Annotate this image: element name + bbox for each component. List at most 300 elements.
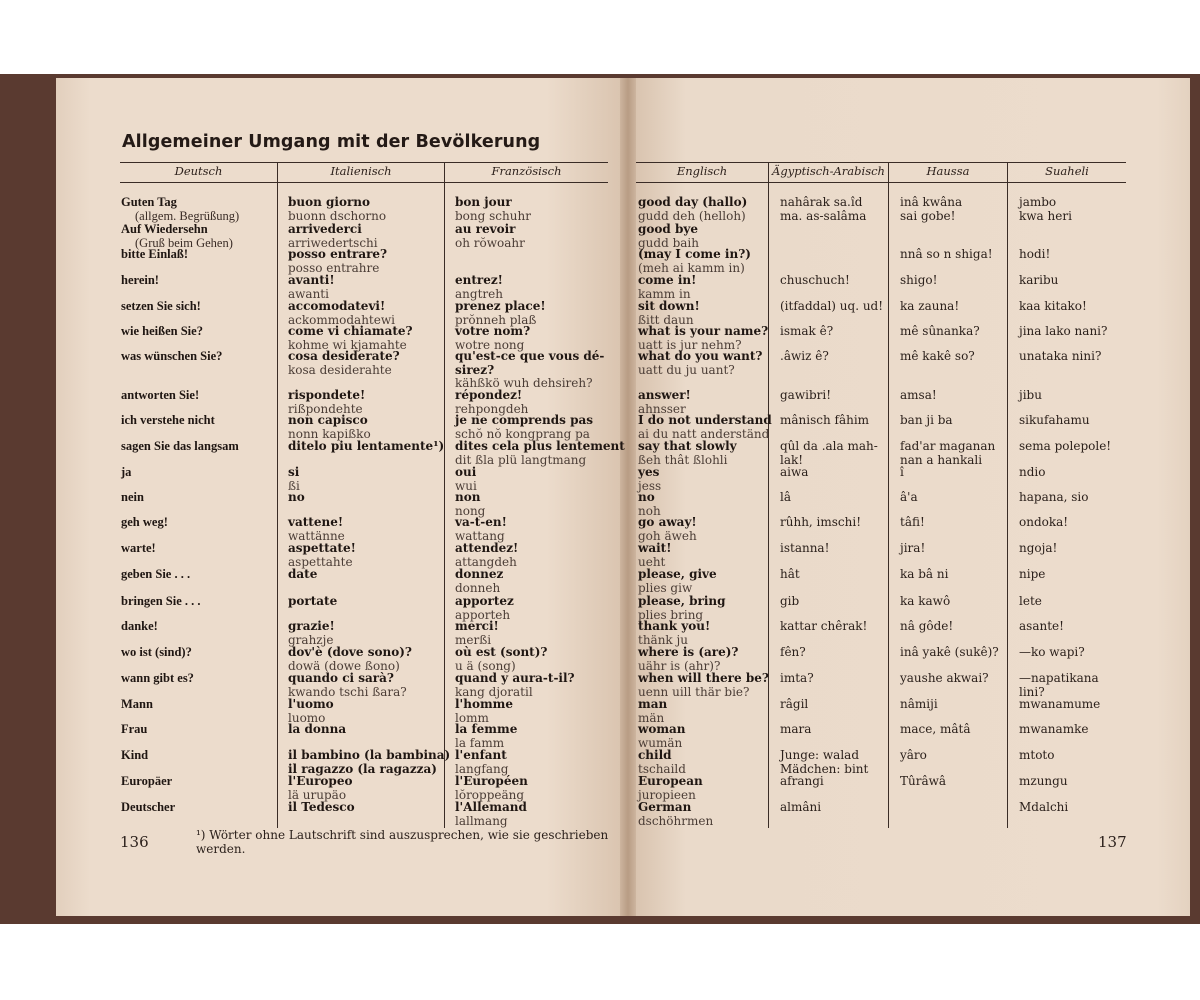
en-cell xyxy=(638,440,737,467)
ar-line: ma. as-salâma xyxy=(780,208,867,223)
fr-line: au revoir xyxy=(455,222,516,236)
col-head-italienisch: Italienisch xyxy=(330,164,392,178)
sw-line: sikufahamu xyxy=(1019,413,1090,427)
sw-line: mwanamke xyxy=(1019,722,1089,736)
ar-cell xyxy=(780,389,831,403)
en-cell xyxy=(638,516,697,543)
fr-line: sirez? xyxy=(455,362,495,377)
ar-cell xyxy=(780,542,829,556)
ha-line: â'a xyxy=(900,490,918,504)
de-cell xyxy=(121,568,190,582)
en-line: come in! xyxy=(638,273,697,287)
fr-line: prŏnneh plaß xyxy=(455,312,537,327)
ha-cell xyxy=(900,698,938,712)
de-line: Deutscher xyxy=(121,800,176,814)
book-gutter xyxy=(620,78,636,916)
fr-line: lŏroppeäng xyxy=(455,787,525,802)
it-cell xyxy=(288,749,450,776)
de-line: geh weg! xyxy=(121,515,168,529)
en-line: tschaild xyxy=(638,761,686,776)
ar-line: istanna! xyxy=(780,541,830,555)
ha-line: shigo! xyxy=(900,273,938,287)
col-head-suaheli: Suaheli xyxy=(1045,164,1089,178)
fr-line: va-t-en! xyxy=(455,515,507,529)
sw-cell xyxy=(1019,568,1045,582)
fr-cell xyxy=(455,646,547,673)
en-line: uatt is jur nehm? xyxy=(638,337,742,352)
footnote: ¹) Wörter ohne Lautschrift sind auszusprechen, wie sie geschrieben werden. xyxy=(196,828,609,856)
ha-line: yaushe akwai? xyxy=(900,671,989,685)
left-header-top-rule xyxy=(120,162,608,163)
en-cell xyxy=(638,723,686,750)
fr-line: l'Européen xyxy=(455,774,528,788)
divider-en-ar xyxy=(768,162,769,828)
it-cell xyxy=(288,300,395,327)
ha-cell xyxy=(900,196,962,223)
de-line: (Gruß beim Gehen) xyxy=(135,235,233,250)
it-cell xyxy=(288,620,335,647)
en-line: thank you! xyxy=(638,619,711,633)
en-line: good bye xyxy=(638,222,698,236)
sw-line: sema polepole! xyxy=(1019,439,1112,453)
en-cell xyxy=(638,466,661,493)
ar-line: rûhh, imschi! xyxy=(780,515,862,529)
en-line: no xyxy=(638,490,655,504)
de-line: wie heißen Sie? xyxy=(121,324,203,338)
en-cell xyxy=(638,248,751,275)
en-cell xyxy=(638,698,667,725)
en-line: uatt du ju uant? xyxy=(638,362,735,377)
fr-line: kang djoratil xyxy=(455,684,533,699)
it-cell xyxy=(288,672,407,699)
it-cell xyxy=(288,595,337,609)
fr-cell xyxy=(455,749,508,776)
de-line: bringen Sie . . . xyxy=(121,594,201,608)
ha-line: inâ yakê (sukê)? xyxy=(900,645,999,659)
fr-line: l'Allemand xyxy=(455,800,527,814)
en-line: answer! xyxy=(638,388,691,402)
ar-line: qûl da .ala mah- xyxy=(780,439,878,453)
fr-cell xyxy=(455,491,485,518)
de-line: sagen Sie das langsam xyxy=(121,439,239,453)
ha-cell xyxy=(900,389,937,403)
en-line: wumän xyxy=(638,735,683,750)
fr-line: l'enfant xyxy=(455,748,507,762)
fr-line: merci! xyxy=(455,619,499,633)
ha-line: tâfi! xyxy=(900,515,925,529)
en-line: wait! xyxy=(638,541,672,555)
sw-cell xyxy=(1019,350,1101,364)
en-line: I do not understand xyxy=(638,413,772,427)
de-cell xyxy=(121,300,201,314)
ar-line: .âwiz ê? xyxy=(780,349,829,363)
sw-line: hodi! xyxy=(1019,247,1051,261)
ar-line: afrangi xyxy=(780,774,824,788)
en-cell xyxy=(638,749,686,776)
de-line: ja xyxy=(121,465,132,479)
de-cell xyxy=(121,672,194,686)
ar-line: Junge: walad xyxy=(780,748,860,762)
ha-line: nnâ so n shiga! xyxy=(900,247,993,261)
en-cell xyxy=(638,595,726,622)
it-cell xyxy=(288,389,365,416)
col-head-haussa: Haussa xyxy=(926,164,970,178)
fr-line: bong schuhr xyxy=(455,208,531,223)
ar-cell xyxy=(780,491,791,505)
en-cell xyxy=(638,350,762,377)
fr-cell xyxy=(455,389,528,416)
fr-cell xyxy=(455,466,477,493)
fr-cell xyxy=(455,620,499,647)
it-cell xyxy=(288,248,387,275)
ha-cell xyxy=(900,325,980,339)
fr-cell xyxy=(455,542,518,569)
en-line: kamm in xyxy=(638,286,691,301)
fr-cell xyxy=(455,723,517,750)
en-cell xyxy=(638,568,717,595)
sw-cell xyxy=(1019,300,1087,314)
ar-line: mara xyxy=(780,722,812,736)
sw-cell xyxy=(1019,620,1064,634)
ha-line: ka bâ ni xyxy=(900,567,949,581)
it-line: kosa desiderahte xyxy=(288,362,392,377)
ar-cell xyxy=(780,620,867,634)
fr-line: oh rŏwoahr xyxy=(455,235,525,250)
en-cell xyxy=(638,801,713,828)
it-line: grazie! xyxy=(288,619,335,633)
ar-line: râgil xyxy=(780,697,809,711)
ha-line: amsa! xyxy=(900,388,937,402)
en-line: ahnsser xyxy=(638,401,686,416)
divider-ha-sw xyxy=(1007,162,1008,828)
ha-line: jira! xyxy=(900,541,926,555)
ar-cell xyxy=(780,196,866,223)
ar-line: gib xyxy=(780,594,800,608)
fr-cell xyxy=(455,698,513,725)
en-line: please, give xyxy=(638,567,717,581)
sw-cell xyxy=(1019,723,1088,737)
it-line: quando ci sarà? xyxy=(288,671,394,685)
ha-cell xyxy=(900,440,995,467)
de-cell xyxy=(121,466,131,480)
it-line: wattänne xyxy=(288,528,345,543)
sw-cell xyxy=(1019,672,1099,699)
ar-line: almâni xyxy=(780,800,822,814)
sw-line: Mdalchi xyxy=(1019,800,1069,814)
fr-line: l'homme xyxy=(455,697,513,711)
de-line: wo ist (sind)? xyxy=(121,645,192,659)
en-line: juropieen xyxy=(638,787,696,802)
ha-cell xyxy=(900,466,904,480)
it-line: accomodatevi! xyxy=(288,299,386,313)
ha-cell xyxy=(900,542,925,556)
ha-cell xyxy=(900,775,946,789)
de-line: Auf Wiedersehn xyxy=(121,222,208,236)
ha-line: ban ji ba xyxy=(900,413,953,427)
it-line: il bambino (la bambina) xyxy=(288,748,451,762)
en-cell xyxy=(638,196,747,250)
en-line: gudd deh (helloh) xyxy=(638,208,746,223)
en-line: where is (are)? xyxy=(638,645,739,659)
en-cell xyxy=(638,620,710,647)
fr-cell xyxy=(455,595,514,622)
it-line: si xyxy=(288,465,300,479)
it-line: non capisco xyxy=(288,413,368,427)
en-line: thänk ju xyxy=(638,632,688,647)
it-line: nonn kapißko xyxy=(288,426,371,441)
ar-line: hât xyxy=(780,567,800,581)
it-line: portate xyxy=(288,594,338,608)
ha-line: mace, mâtâ xyxy=(900,722,971,736)
de-line: herein! xyxy=(121,273,159,287)
en-line: man xyxy=(638,697,668,711)
de-cell xyxy=(121,516,168,530)
de-line: Europäer xyxy=(121,774,173,788)
en-cell xyxy=(638,775,703,802)
de-cell xyxy=(121,801,175,815)
ar-cell xyxy=(780,568,800,582)
fr-line: répondez! xyxy=(455,388,523,402)
de-cell xyxy=(121,723,147,737)
fr-line: la femme xyxy=(455,722,518,736)
en-line: uähr is (ahr)? xyxy=(638,658,721,673)
de-line: warte! xyxy=(121,541,156,555)
en-line: child xyxy=(638,748,672,762)
it-line: il Tedesco xyxy=(288,800,355,814)
fr-line: wattang xyxy=(455,528,505,543)
page-heading: Allgemeiner Umgang mit der Bevölkerung xyxy=(122,132,541,152)
ar-cell xyxy=(780,698,808,712)
it-cell xyxy=(288,196,386,250)
de-cell xyxy=(121,542,156,556)
ha-cell xyxy=(900,516,925,530)
ar-line: gawibri! xyxy=(780,388,832,402)
sw-line: kaa kitako! xyxy=(1019,299,1087,313)
fr-cell xyxy=(455,775,528,802)
fr-line: lallmang xyxy=(455,813,508,828)
sw-line: lini? xyxy=(1019,684,1045,699)
sw-line: ondoka! xyxy=(1019,515,1069,529)
ar-line: lak! xyxy=(780,452,804,467)
it-line: luomo xyxy=(288,710,326,725)
fr-line: où est (sont)? xyxy=(455,645,548,659)
ha-cell xyxy=(900,749,927,763)
ar-cell xyxy=(780,414,869,428)
en-line: ßitt daun xyxy=(638,312,694,327)
en-cell xyxy=(638,300,700,327)
it-line: il ragazzo (la ragazza) xyxy=(288,761,437,776)
ha-cell xyxy=(900,414,953,428)
sw-line: —ko wapi? xyxy=(1019,645,1085,659)
sw-cell xyxy=(1019,389,1042,403)
de-cell xyxy=(121,775,172,789)
it-line: l'uomo xyxy=(288,697,334,711)
sw-line: kwa heri xyxy=(1019,208,1072,223)
ha-cell xyxy=(900,350,975,364)
en-line: gudd baih xyxy=(638,235,699,250)
fr-cell xyxy=(455,672,575,699)
fr-line: donneh xyxy=(455,580,501,595)
ar-line: aiwa xyxy=(780,465,809,479)
de-cell xyxy=(121,646,192,660)
col-head-englisch: Englisch xyxy=(676,164,728,178)
it-line: kwando tschi ßara? xyxy=(288,684,407,699)
it-line: arrivederci xyxy=(288,222,362,236)
ar-cell xyxy=(780,300,883,314)
it-line: date xyxy=(288,567,318,581)
fr-cell xyxy=(455,516,507,543)
sw-line: ngoja! xyxy=(1019,541,1058,555)
ha-cell xyxy=(900,595,950,609)
ar-cell xyxy=(780,646,806,660)
ha-line: ka kawô xyxy=(900,594,951,608)
ha-line: Tûrâwâ xyxy=(900,774,947,788)
it-cell xyxy=(288,801,355,815)
fr-line: quand y aura-t-il? xyxy=(455,671,575,685)
it-cell xyxy=(288,723,346,737)
en-line: dschöhrmen xyxy=(638,813,714,828)
fr-cell xyxy=(455,440,625,467)
ha-cell xyxy=(900,274,937,288)
de-line: was wünschen Sie? xyxy=(121,349,223,363)
it-line: rispondete! xyxy=(288,388,366,402)
en-line: what do you want? xyxy=(638,349,763,363)
de-line: (allgem. Begrüßung) xyxy=(135,208,240,223)
ar-line: chuschuch! xyxy=(780,273,850,287)
it-cell xyxy=(288,350,400,377)
sw-cell xyxy=(1019,325,1107,339)
divider-ar-ha xyxy=(888,162,889,828)
it-line: dov'è (dove sono)? xyxy=(288,645,412,659)
fr-line: apporteh xyxy=(455,607,511,622)
en-cell xyxy=(638,274,696,301)
ar-line: imta? xyxy=(780,671,814,685)
ar-line: kattar chêrak! xyxy=(780,619,868,633)
ha-cell xyxy=(900,646,999,660)
it-cell xyxy=(288,568,317,582)
fr-line: u ä (song) xyxy=(455,658,516,673)
fr-line: kähßkö wuh dehsireh? xyxy=(455,376,593,390)
de-line: bitte Einlaß! xyxy=(121,247,189,261)
fr-line: dites cela plus lentement xyxy=(455,439,625,453)
de-cell xyxy=(121,698,153,712)
it-cell xyxy=(288,646,412,673)
it-line: no xyxy=(288,490,305,504)
en-line: ueht xyxy=(638,554,666,569)
ha-line: sai gobe! xyxy=(900,208,956,223)
sw-cell xyxy=(1019,491,1088,505)
fr-line: merßi xyxy=(455,632,492,647)
ha-line: mê sûnanka? xyxy=(900,324,980,338)
en-line: say that slowly xyxy=(638,439,737,453)
it-cell xyxy=(288,516,345,543)
de-line: ich verstehe nicht xyxy=(121,413,215,427)
sw-line: karibu xyxy=(1019,273,1059,287)
en-line: ai du natt anderständ xyxy=(638,426,770,441)
en-line: European xyxy=(638,774,703,788)
fr-line: bon jour xyxy=(455,195,512,209)
sw-line: mwanamume xyxy=(1019,697,1101,711)
en-line: woman xyxy=(638,722,686,736)
en-line: noh xyxy=(638,503,661,518)
en-line: ßeh thât ßlohli xyxy=(638,452,728,467)
it-line: aspettate! xyxy=(288,541,356,555)
en-line: jess xyxy=(638,478,662,493)
de-cell xyxy=(121,325,203,339)
it-cell xyxy=(288,698,334,725)
de-line: setzen Sie sich! xyxy=(121,299,201,313)
en-cell xyxy=(638,542,671,569)
fr-line: lomm xyxy=(455,710,489,725)
it-cell xyxy=(288,440,444,454)
ar-cell xyxy=(780,350,829,364)
it-line: cosa desiderate? xyxy=(288,349,400,363)
fr-cell xyxy=(455,350,604,391)
de-cell xyxy=(121,196,239,250)
it-cell xyxy=(288,325,413,352)
it-line: buon giorno xyxy=(288,195,371,209)
sw-line: jibu xyxy=(1019,388,1042,402)
en-line: yes xyxy=(638,465,660,479)
col-head-franzoesisch: Französisch xyxy=(491,164,562,178)
ar-line: ismak ê? xyxy=(780,324,834,338)
de-line: danke! xyxy=(121,619,158,633)
de-cell xyxy=(121,350,222,364)
fr-line: wui xyxy=(455,478,477,493)
en-line: (meh ai kamm in) xyxy=(638,260,745,275)
en-line: (may I come in?) xyxy=(638,247,751,261)
it-line: ditelo piu lentamente¹) xyxy=(288,439,445,453)
col-head-arabisch: Ägyptisch-Arabisch xyxy=(772,164,885,178)
fr-cell xyxy=(455,568,503,595)
en-cell xyxy=(638,414,772,441)
sw-line: jina lako nani? xyxy=(1019,324,1108,338)
en-line: män xyxy=(638,710,665,725)
ar-cell xyxy=(780,595,799,609)
it-line: come vi chiamate? xyxy=(288,324,413,338)
en-cell xyxy=(638,646,738,673)
fr-line: attendez! xyxy=(455,541,519,555)
sw-cell xyxy=(1019,646,1085,660)
sw-line: jambo xyxy=(1019,195,1057,209)
ar-cell xyxy=(780,440,878,467)
it-cell xyxy=(288,542,356,569)
it-cell xyxy=(288,491,305,505)
fr-line: je ne comprends pas xyxy=(455,413,594,427)
it-line: ßi xyxy=(288,478,300,493)
en-cell xyxy=(638,389,691,416)
ar-cell xyxy=(780,801,821,815)
fr-line: rehpongdeh xyxy=(455,401,529,416)
fr-cell xyxy=(455,274,503,301)
ha-line: inâ kwâna xyxy=(900,195,963,209)
en-line: please, bring xyxy=(638,594,726,608)
fr-cell xyxy=(455,325,530,352)
it-line: awanti xyxy=(288,286,329,301)
page-number-left: 136 xyxy=(120,833,149,851)
sw-cell xyxy=(1019,801,1068,815)
de-cell xyxy=(121,491,144,505)
sw-line: nipe xyxy=(1019,567,1046,581)
it-line: la donna xyxy=(288,722,347,736)
sw-line: mtoto xyxy=(1019,748,1055,762)
divider-it-fr xyxy=(444,162,445,828)
it-line: posso entrare? xyxy=(288,247,388,261)
it-line: avanti! xyxy=(288,273,335,287)
it-line: grahzje xyxy=(288,632,334,647)
de-cell xyxy=(121,389,199,403)
ha-line: î xyxy=(900,465,904,479)
